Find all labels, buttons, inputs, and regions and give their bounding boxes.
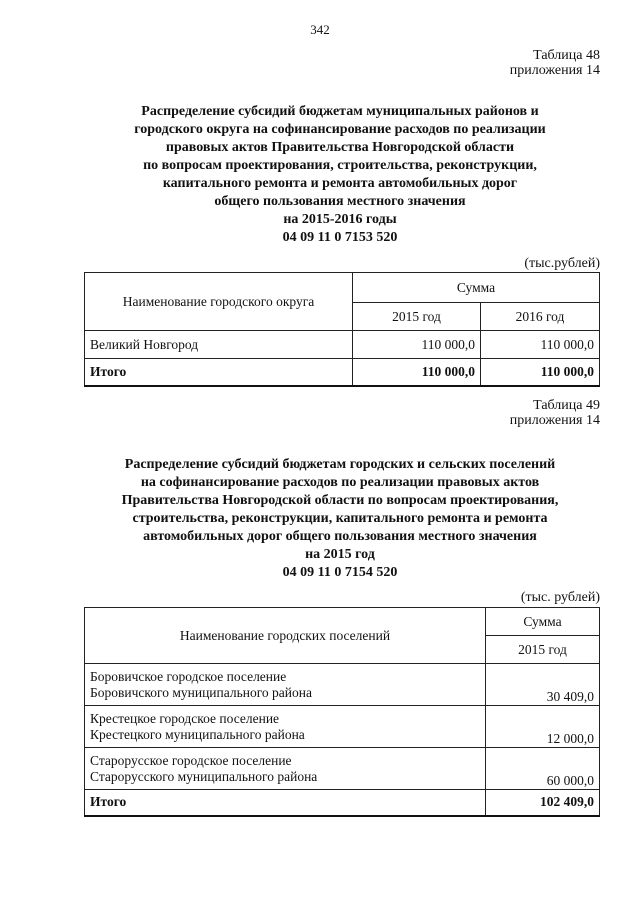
table-row: [85, 331, 600, 359]
table48: [84, 272, 600, 387]
table48-title-line: на 2015-2016 годы: [283, 212, 397, 227]
table48-row-2015: 110 000,0: [353, 331, 481, 359]
table49-total-row: [85, 790, 600, 816]
table48-ref-line1: Таблица 48: [533, 48, 600, 63]
table49-row-2015: 12 000,0: [486, 706, 600, 748]
table49-row-name-line1: Боровичское городское поселение: [90, 668, 287, 684]
table48-ref-line2: приложения 14: [509, 63, 600, 78]
table-row: [85, 706, 600, 748]
table49-units: (тыс. рублей): [520, 590, 600, 605]
table48-budget-code: 04 09 11 0 7153 520: [282, 230, 398, 245]
table49-ref-line1: Таблица 49: [533, 398, 600, 413]
table48-title-line: капитального ремонта и ремонта автомобильных дорог: [162, 176, 518, 191]
table49-row-name-line2: Боровичского муниципального района: [90, 684, 312, 700]
table49-row-2015: 60 000,0: [486, 748, 600, 790]
table48-title-line: общего пользования местного значения: [214, 194, 466, 209]
table49-row-name-line1: Старорусское городское поселение: [90, 752, 292, 768]
table49-header-sum: Сумма: [486, 608, 600, 636]
table49-row-name-line2: Крестецкого муниципального района: [90, 726, 305, 742]
table48-title: [60, 103, 620, 247]
table48-total-2016: 110 000,0: [481, 359, 600, 386]
table49-reference: [510, 398, 600, 428]
table49-title-line: Распределение субсидий бюджетам городских и сельских поселений: [124, 457, 556, 472]
table48-title-line: Распределение субсидий бюджетам муниципальных районов и: [141, 104, 539, 119]
table48-header-year-2016: 2016 год: [481, 303, 600, 331]
table48-units: (тыс.рублей): [524, 256, 600, 271]
table49-total-2015: 102 409,0: [486, 790, 600, 816]
table49-row-name-line2: Старорусского муниципального района: [90, 768, 318, 784]
table49-row-name: [85, 748, 486, 790]
table48-total-label: Итого: [85, 359, 353, 386]
table48-header-name: Наименование городского округа: [85, 273, 353, 331]
table48-title-line: городского округа на софинансирование расходов по реализации: [134, 122, 546, 137]
page-number: 342: [310, 22, 330, 37]
table49-total-label: Итого: [85, 790, 486, 816]
table49-title-line: на 2015 год: [305, 547, 375, 562]
table48-row-2016: 110 000,0: [481, 331, 600, 359]
table-row: [85, 748, 600, 790]
table48-title-line: правовых актов Правительства Новгородской области: [165, 140, 515, 155]
table49-row-2015: 30 409,0: [486, 664, 600, 706]
table48-total-2015: 110 000,0: [353, 359, 481, 386]
table48-reference: [510, 48, 600, 78]
table49-row-name: [85, 664, 486, 706]
table49-header-year-2015: 2015 год: [486, 636, 600, 664]
table49-row-name: [85, 706, 486, 748]
table49-ref-line2: приложения 14: [509, 413, 600, 428]
table49-title-line: строительства, реконструкции, капитального ремонта и ремонта: [132, 511, 548, 526]
table48-header-sum: Сумма: [353, 273, 600, 303]
table49-title-line: Правительства Новгородской области по вопросам проектирования,: [121, 493, 559, 508]
table49-title-line: автомобильных дорог общего пользования местного значения: [143, 529, 537, 544]
table-row: [85, 664, 600, 706]
table49-title: [60, 456, 620, 582]
table48-total-row: [85, 359, 600, 386]
table48-row-name: Великий Новгород: [85, 331, 353, 359]
table48-title-line: по вопросам проектирования, строительства, реконструкции,: [143, 158, 537, 173]
table49-title-line: на софинансирование расходов по реализации правовых актов: [140, 475, 540, 490]
table49-header-name: Наименование городских поселений: [85, 608, 486, 664]
table49-row-name-line1: Крестецкое городское поселение: [90, 710, 280, 726]
table48-header-year-2015: 2015 год: [353, 303, 481, 331]
table49-budget-code: 04 09 11 0 7154 520: [282, 565, 398, 580]
table49: [84, 607, 600, 817]
